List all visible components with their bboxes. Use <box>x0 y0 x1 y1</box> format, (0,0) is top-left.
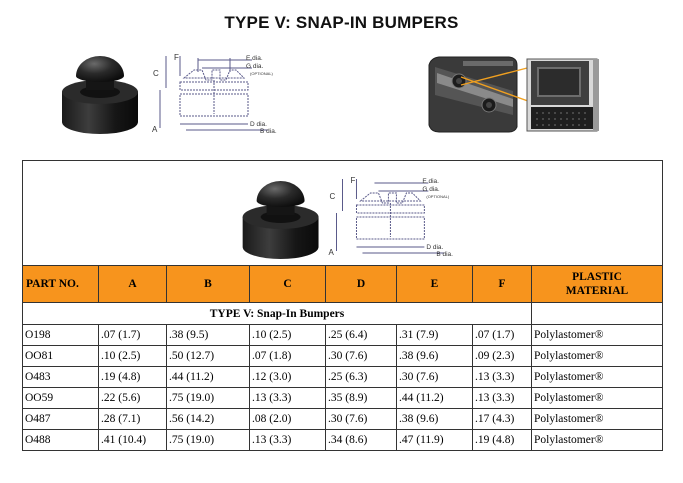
dim-e-cell: .47 (11.9) <box>397 430 473 451</box>
part-number-cell: OO81 <box>23 346 99 367</box>
dim-c-cell: .08 (2.0) <box>250 409 326 430</box>
dim-f-cell: .13 (3.3) <box>473 367 532 388</box>
header-material-line2: MATERIAL <box>565 285 629 297</box>
table-row <box>23 388 663 409</box>
part-number-cell: O198 <box>23 325 99 346</box>
dim-b-cell: .75 (19.0) <box>167 430 250 451</box>
table-dim-a-label: A <box>328 247 334 258</box>
dim-f-cell: .13 (3.3) <box>473 388 532 409</box>
part-number-cell: O488 <box>23 430 99 451</box>
header-d: D <box>326 266 397 303</box>
dim-e-cell: .38 (9.6) <box>397 346 473 367</box>
material-cell: Polylastomer® <box>532 388 663 409</box>
dim-b-cell: .56 (14.2) <box>167 409 250 430</box>
dimension-diagram <box>150 50 290 136</box>
dim-c-cell: .07 (1.8) <box>250 346 326 367</box>
table-product-illustration <box>23 161 662 265</box>
material-cell: Polylastomer® <box>532 325 663 346</box>
dim-b-cell: .75 (19.0) <box>167 388 250 409</box>
dim-d-cell: .30 (7.6) <box>326 409 397 430</box>
dim-d-label: D dia. <box>250 121 267 128</box>
dim-f-cell: .19 (4.8) <box>473 430 532 451</box>
dim-b-label: B dia. <box>260 128 277 135</box>
dim-a-cell: .19 (4.8) <box>99 367 167 388</box>
dim-c-cell: .13 (3.3) <box>250 388 326 409</box>
table-row <box>23 367 663 388</box>
dim-f-label: F <box>174 53 179 62</box>
installation-photo <box>427 55 599 133</box>
header-b: B <box>167 266 250 303</box>
dim-e-cell: .44 (11.2) <box>397 388 473 409</box>
header-material-line1: PLASTIC <box>572 271 622 283</box>
dim-e-label: E dia. <box>246 55 263 62</box>
table-subheading-blank <box>532 303 663 325</box>
table-row <box>23 430 663 451</box>
dim-f-cell: .09 (2.3) <box>473 346 532 367</box>
dim-a-cell: .22 (5.6) <box>99 388 167 409</box>
dim-g-label: G dia. <box>246 63 264 70</box>
table-subheading-row <box>23 303 663 325</box>
image-cell <box>23 161 663 266</box>
dim-c-cell: .13 (3.3) <box>250 430 326 451</box>
table-dim-optional-label: (OPTIONAL) <box>426 193 450 200</box>
dim-e-cell: .30 (7.6) <box>397 367 473 388</box>
header-a: A <box>99 266 167 303</box>
header-e: E <box>397 266 473 303</box>
header-plastic-material <box>532 266 663 303</box>
table-dim-d-label: D dia. <box>426 243 444 252</box>
material-cell: Polylastomer® <box>532 409 663 430</box>
dim-a-cell: .41 (10.4) <box>99 430 167 451</box>
dim-c-label: C <box>153 69 159 78</box>
dim-a-label: A <box>152 125 158 134</box>
table-dim-c-label: C <box>329 191 336 202</box>
dim-f-cell: .17 (4.3) <box>473 409 532 430</box>
dim-b-cell: .50 (12.7) <box>167 346 250 367</box>
header-f: F <box>473 266 532 303</box>
dim-c-cell: .10 (2.5) <box>250 325 326 346</box>
material-cell: Polylastomer® <box>532 346 663 367</box>
dim-f-cell: .07 (1.7) <box>473 325 532 346</box>
part-number-cell: O487 <box>23 409 99 430</box>
table-dim-e-label: E dia. <box>422 177 439 186</box>
dim-b-cell: .44 (11.2) <box>167 367 250 388</box>
dim-d-cell: .25 (6.3) <box>326 367 397 388</box>
table-dim-g-label: G dia. <box>422 185 440 194</box>
header-part-no: PART NO. <box>23 266 99 303</box>
material-cell: Polylastomer® <box>532 430 663 451</box>
header-c: C <box>250 266 326 303</box>
table-row <box>23 325 663 346</box>
dim-a-cell: .07 (1.7) <box>99 325 167 346</box>
table-dim-b-label: B dia. <box>436 250 453 259</box>
image-row <box>23 161 663 266</box>
dim-d-cell: .34 (8.6) <box>326 430 397 451</box>
dim-b-cell: .38 (9.5) <box>167 325 250 346</box>
part-number-cell: OO59 <box>23 388 99 409</box>
dim-a-cell: .28 (7.1) <box>99 409 167 430</box>
dim-d-cell: .30 (7.6) <box>326 346 397 367</box>
dim-optional-label: (OPTIONAL) <box>250 71 273 76</box>
table-header-row <box>23 266 663 303</box>
table-row <box>23 346 663 367</box>
dim-d-cell: .35 (8.9) <box>326 388 397 409</box>
table-subheading: TYPE V: Snap-In Bumpers <box>23 303 532 325</box>
part-number-cell: O483 <box>23 367 99 388</box>
table-dim-f-label: F <box>350 175 356 186</box>
material-cell: Polylastomer® <box>532 367 663 388</box>
dim-a-cell: .10 (2.5) <box>99 346 167 367</box>
bumper-photo <box>58 50 142 140</box>
dim-e-cell: .38 (9.6) <box>397 409 473 430</box>
dim-e-cell: .31 (7.9) <box>397 325 473 346</box>
page-title: TYPE V: SNAP-IN BUMPERS <box>224 13 459 32</box>
spec-table <box>22 160 663 451</box>
dim-c-cell: .12 (3.0) <box>250 367 326 388</box>
table-row <box>23 409 663 430</box>
dim-d-cell: .25 (6.4) <box>326 325 397 346</box>
